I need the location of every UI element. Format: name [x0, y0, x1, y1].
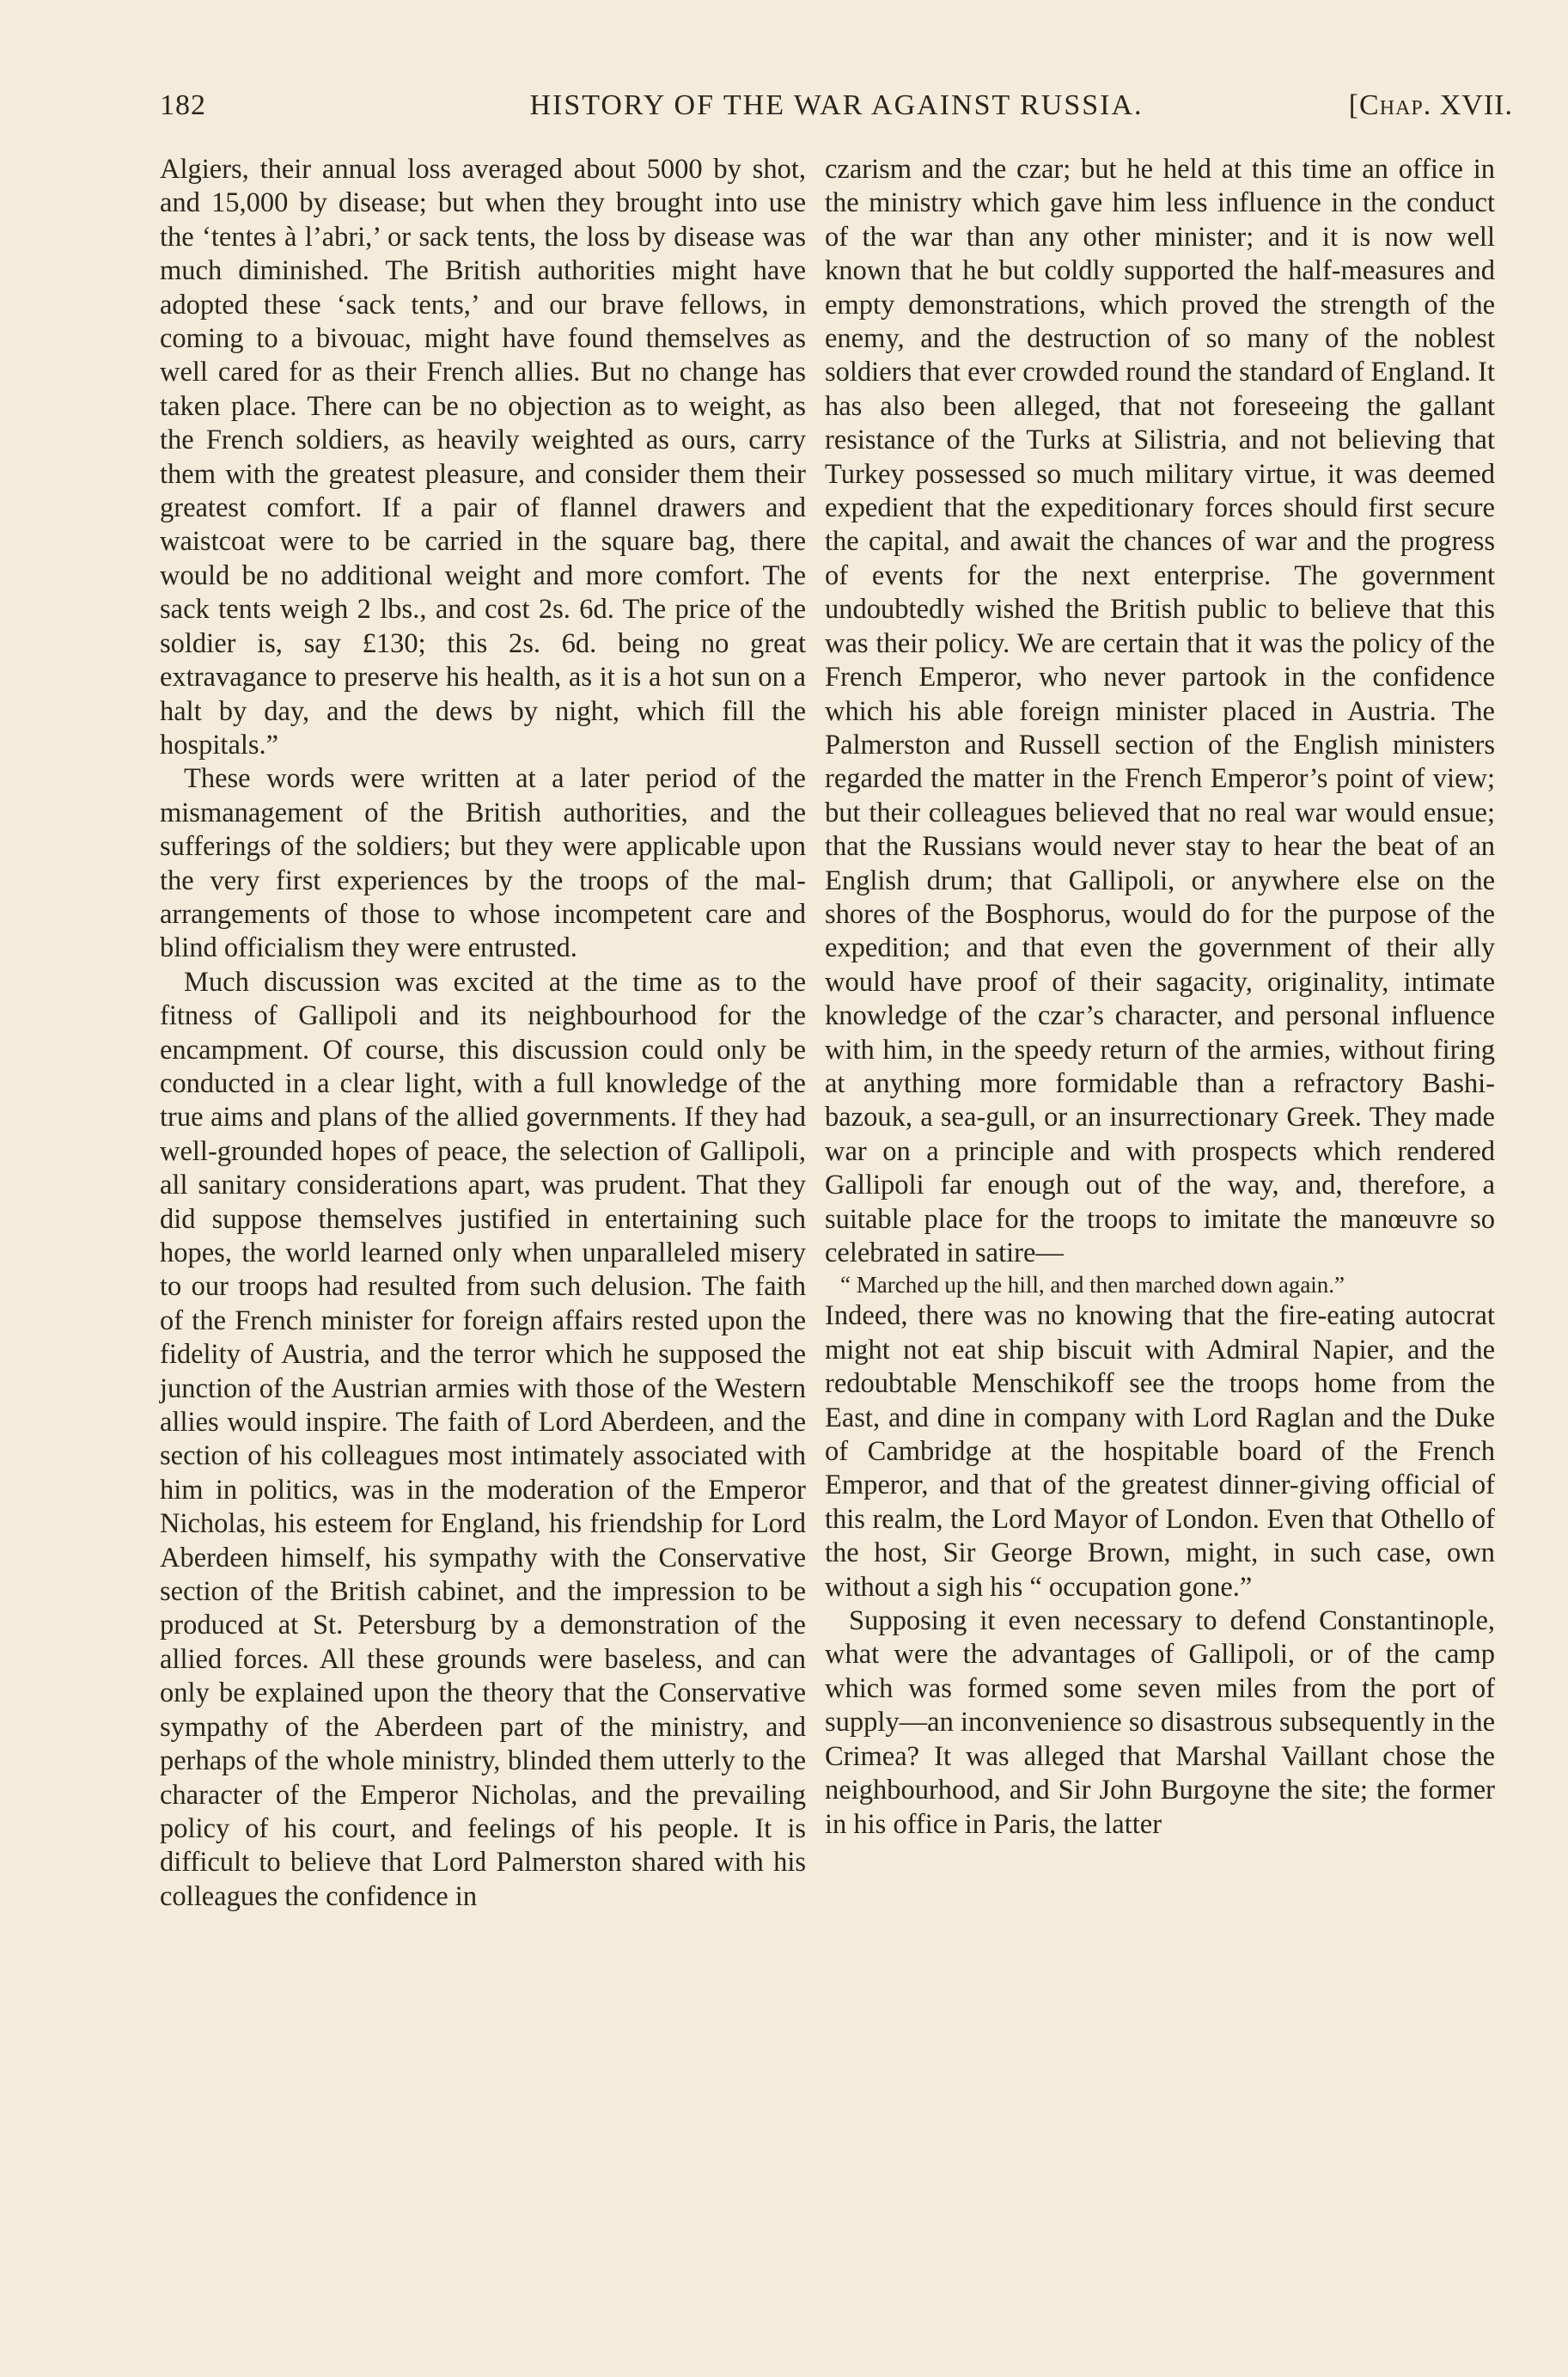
right-column — [825, 153, 1495, 1842]
left-column — [160, 153, 806, 1914]
paragraph: czarism and the czar; but he held at this time an office in the ministry which gave him less influence in the conduct of the war than any other minister; and it is now well known that he but coldly supported the half-measures and empty demonstrations, which proved the strength of the enemy, and the destruction of so many of the noblest soldiers that ever crowded round the standard of England. It has also been alleged, that not foreseeing the gallant resistance of the Turks at Silistria, and not believing that Turkey possessed so much military virtue, it was deemed expedient that the expeditionary forces should first secure the capital, and await the chances of war and the progress of events for the next enterprise. The government undoubtedly wished the British public to believe that this was their policy. We are certain that it was the policy of the French Emperor, who never partook in the confidence which his able foreign minister placed in Austria. The Palmerston and Russell section of the English ministers regarded the matter in the French Emperor’s point of view; but their colleagues believed that no real war would ensue; that the Russians would never stay to hear the beat of an English drum; that Gallipoli, or anywhere else on the shores of the Bosphorus, would do for the purpose of the expedition; and that even the government of their ally would have proof of their sagacity, originality, intimate knowledge of the czar’s character, and personal influence with him, in the speedy return of the armies, without firing at anything more formidable than a refractory Bashi-bazouk, a sea-gull, or an insurrectionary Greek. They made war on a principle and with prospects which rendered Gallipoli far enough out of the way, and, therefore, a suitable place for the troops to imitate the manœuvre so celebrated in satire— — [825, 154, 1495, 1268]
page-number: 182 — [160, 89, 206, 121]
chapter-label: [Chap. XVII. — [1348, 89, 1513, 121]
paragraph: Supposing it even necessary to defend Constantinople, what were the advantages of Gallipoli, or of the camp which was formed some seven miles from the port of supply—an inconvenience so disastrous subsequently in the Crimea? It was alleged that Marshal Vaillant chose the neighbourhood, and Sir John Burgoyne the site; the former in his office in Paris, the latter — [825, 1605, 1495, 1840]
paragraph: Much discussion was excited at the time as to the fitness of Gallipoli and its neighbourhood for the encampment. Of course, this discussion could only be conducted in a clear light, with a full knowledge of the true aims and plans of the allied governments. If they had well-grounded hopes of peace, the selection of Gallipoli, all sanitary considerations apart, was prudent. That they did suppose themselves justified in entertaining such hopes, the world learned only when unparalleled misery to our troops had resulted from such delusion. The faith of the French minister for foreign affairs rested upon the fidelity of Austria, and the terror which he supposed the junction of the Austrian armies with those of the Western allies would inspire. The faith of Lord Aberdeen, and the section of his colleagues most intimately associated with him in politics, was in the moderation of the Emperor Nicholas, his esteem for England, his friendship for Lord Aberdeen himself, his sympathy with the Conservative section of the British cabinet, and the impression to be produced at St. Petersburg by a demonstration of the allied forces. All these grounds were baseless, and can only be explained upon the theory that the Conservative sympathy of the Aberdeen part of the ministry, and perhaps of the whole ministry, blinded them utterly to the character of the Emperor Nicholas, and the prevailing policy of his court, and feelings of his people. It is difficult to believe that Lord Palmerston shared with his colleagues the confidence in — [160, 966, 806, 1912]
running-title: HISTORY OF THE WAR AGAINST RUSSIA. — [529, 89, 1144, 121]
paragraph: Indeed, there was no knowing that the fire-eating autocrat might not eat ship biscuit with Admiral Napier, and the redoubtable Menschikoff see the troops home from the East, and dine in company with Lord Raglan and the Duke of Cambridge at the hospitable board of the French Emperor, and that of the greatest dinner-giving official of this realm, the Lord Mayor of London. Even that Othello of the host, Sir George Brown, might, in such case, own without a sigh his “ occupation gone.” — [825, 1300, 1495, 1603]
running-header — [160, 89, 1513, 124]
verse-quote: “ Marched up the hill, and then marched down again.” — [840, 1272, 1345, 1298]
paragraph: Algiers, their annual loss averaged about 5000 by shot, and 15,000 by disease; but when they brought into use the ‘tentes à l’abri,’ or sack tents, the loss by disease was much diminished. The British authorities might have adopted these ‘sack tents,’ and our brave fellows, in coming to a bivouac, might have found themselves as well cared for as their French allies. But no change has taken place. There can be no objection as to weight, as the French soldiers, as heavily weighted as ours, carry them with the greatest pleasure, and consider them their greatest comfort. If a pair of flannel drawers and waistcoat were to be carried in the square bag, there would be no additional weight and more comfort. The sack tents weigh 2 lbs., and cost 2s. 6d. The price of the soldier is, say £130; this 2s. 6d. being no great extravagance to preserve his health, as it is a hot sun on a halt by day, and the dews by night, which fill the hospitals.” — [160, 154, 806, 761]
paragraph: These words were written at a later period of the mismanagement of the British authorities, and the sufferings of the soldiers; but they were applicable upon the very first experiences by the troops of the mal-arrangements of those to whose incompetent care and blind officialism they were entrusted. — [160, 763, 806, 964]
